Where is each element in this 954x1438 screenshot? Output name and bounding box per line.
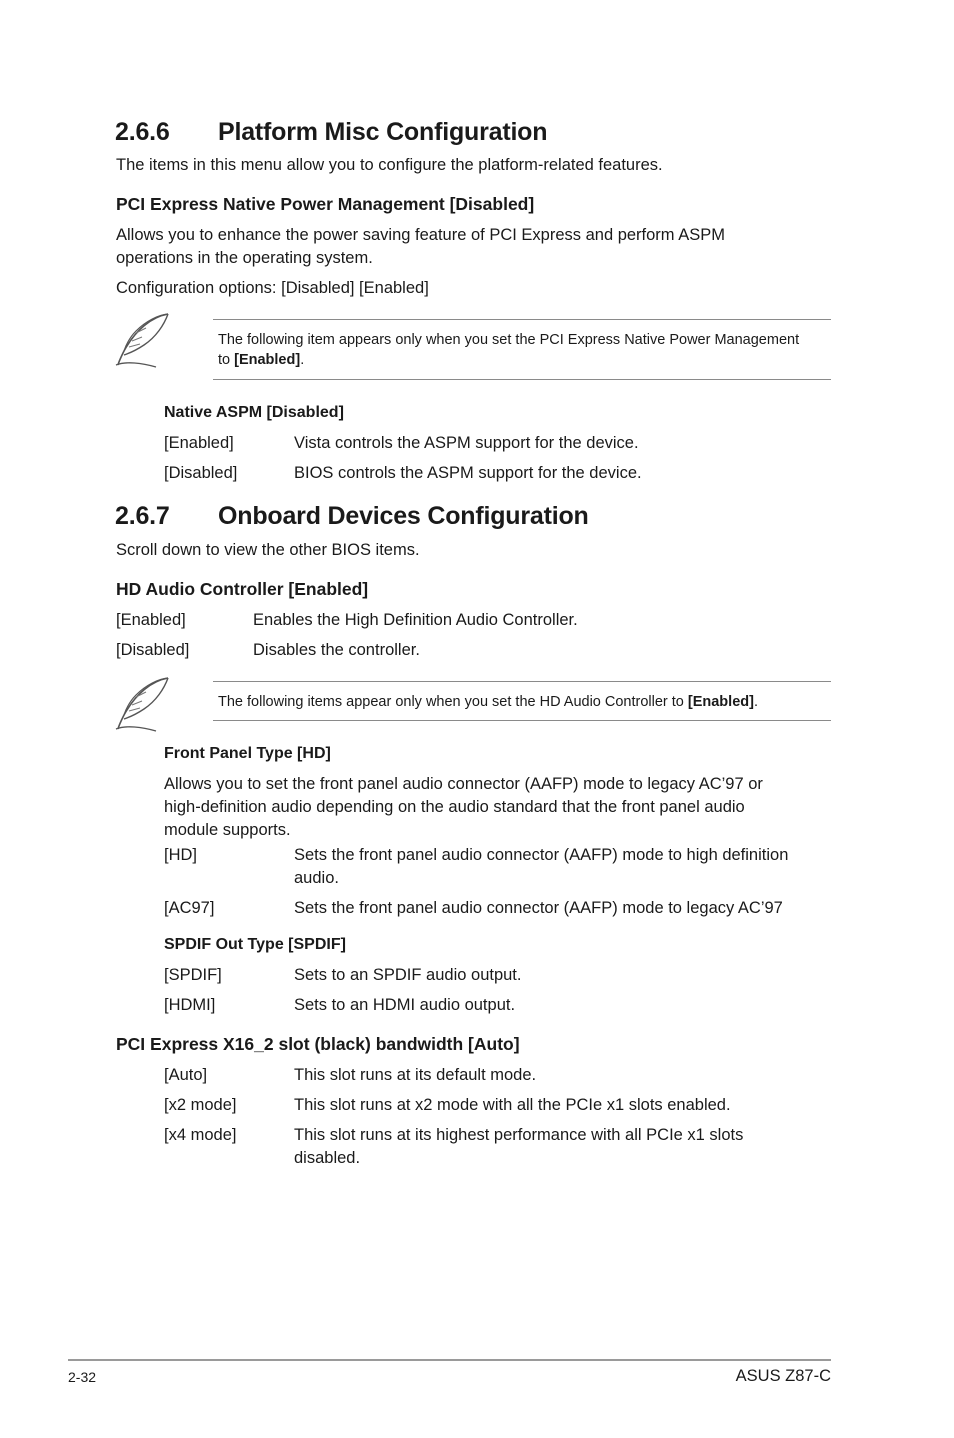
option-key: [Disabled] [164,464,238,482]
section-number: 2.6.7 [115,502,170,530]
description-line: Allows you to set the front panel audio connector (AAFP) mode to legacy AC’97 or [164,775,763,793]
option-row [164,432,844,455]
item-heading-spdif: SPDIF Out Type [SPDIF] [164,936,346,953]
option-row [116,639,836,662]
note-emphasis: [Enabled] [234,352,301,368]
option-key: [x4 mode] [164,1126,237,1144]
item-heading-front-panel: Front Panel Type [HD] [164,745,331,762]
option-row [164,994,834,1017]
option-key: [HDMI] [164,996,216,1014]
product-name: ASUS Z87-C [735,1367,831,1385]
option-value: Disables the controller. [253,641,420,659]
item-description [164,773,834,842]
note-text: The following items appear only when you set the HD Audio Controller to [Enabled]. [218,694,758,710]
note-top-rule [213,681,831,682]
option-row [164,1124,834,1170]
description-line: module supports. [164,821,291,839]
note-top-rule [213,319,831,320]
note-line-1: The following item appears only when you set the PCI Express Native Power Management [218,332,800,348]
option-value: Sets the front panel audio connector (AAFP) mode to high definition audio. [294,846,789,887]
note-bottom-rule [213,379,831,380]
section-heading-2-6-7 [115,502,589,531]
configuration-options: Configuration options: [Disabled] [Enabled] [116,279,429,297]
note-text [218,330,830,370]
description-line: operations in the operating system. [116,249,373,267]
option-key: [Enabled] [164,434,234,452]
option-value: This slot runs at x2 mode with all the PCIe x1 slots enabled. [294,1096,731,1114]
note-bottom-rule [213,720,831,721]
page-number: 2-32 [68,1369,97,1385]
note-emphasis: [Enabled] [687,694,754,710]
option-key: [Disabled] [116,641,190,659]
description-line: Allows you to enhance the power saving feature of PCI Express and perform ASPM [116,226,725,244]
option-row [164,462,844,485]
item-heading-pcie-npm: PCI Express Native Power Management [Disabled] [116,194,535,214]
item-description [116,224,836,270]
item-heading-pcie-x16: PCI Express X16_2 slot (black) bandwidth [Auto] [116,1034,520,1054]
option-key: [Enabled] [116,611,186,629]
option-key: [Auto] [164,1066,208,1084]
option-value: Sets to an SPDIF audio output. [294,966,522,984]
section-heading-2-6-6 [115,118,547,147]
note-line-2: to [Enabled]. [218,352,305,368]
quill-pen-icon [112,311,174,371]
footer-rule [68,1359,831,1361]
option-key: [x2 mode] [164,1096,237,1114]
item-heading-hd-audio: HD Audio Controller [Enabled] [116,579,369,599]
option-row [116,609,836,632]
option-value: This slot runs at its default mode. [294,1066,537,1084]
section-intro: Scroll down to view the other BIOS items. [116,541,420,559]
option-value: Enables the High Definition Audio Controller. [253,611,578,629]
option-row [164,844,834,890]
section-title: Platform Misc Configuration [218,118,548,146]
option-row [164,1064,834,1087]
option-key: [AC97] [164,899,215,917]
option-value: Sets the front panel audio connector (AAFP) mode to legacy AC’97 [294,899,783,917]
quill-pen-icon [112,675,174,735]
option-row [164,1094,834,1117]
option-value: This slot runs at its highest performance with all PCIe x1 slots disabled. [294,1126,744,1167]
section-number: 2.6.6 [115,118,170,146]
section-title: Onboard Devices Configuration [218,502,589,530]
section-intro: The items in this menu allow you to configure the platform-related features. [116,156,663,174]
option-row [164,897,834,920]
option-key: [SPDIF] [164,966,222,984]
description-line: high-definition audio depending on the audio standard that the front panel audio [164,798,745,816]
option-value: Vista controls the ASPM support for the device. [294,434,639,452]
item-heading-native-aspm: Native ASPM [Disabled] [164,404,344,421]
option-row [164,964,834,987]
option-value: BIOS controls the ASPM support for the device. [294,464,642,482]
option-key: [HD] [164,846,197,864]
option-value: Sets to an HDMI audio output. [294,996,516,1014]
